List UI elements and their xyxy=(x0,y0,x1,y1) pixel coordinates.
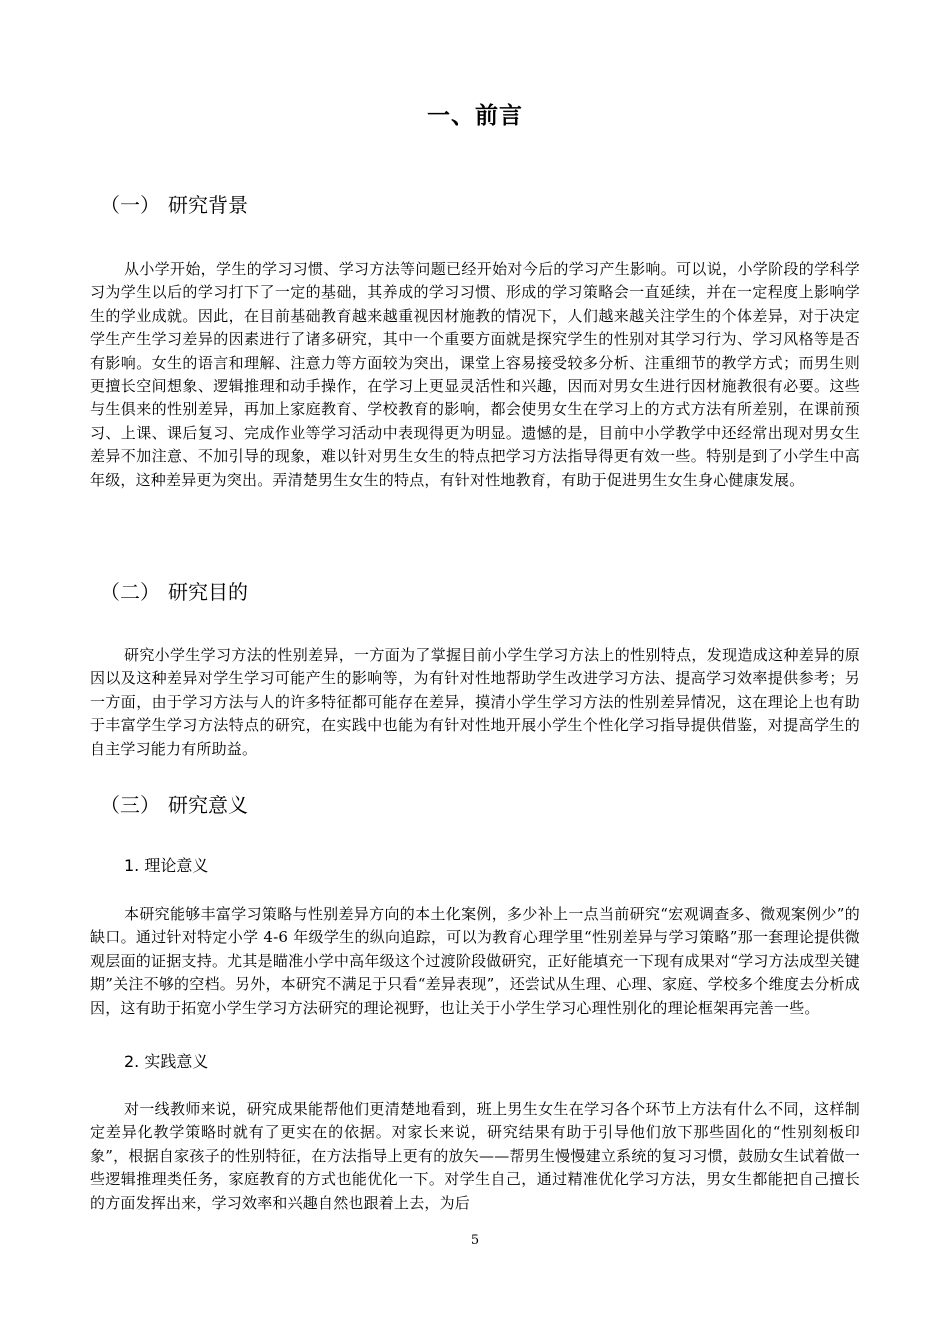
page-title: 一、前言 xyxy=(427,103,523,129)
section-heading-purpose xyxy=(100,578,248,606)
section-heading-significance xyxy=(100,791,248,819)
section-number: （二） xyxy=(100,580,160,604)
section-title: 研究背景 xyxy=(168,193,248,217)
section-number: （三） xyxy=(100,793,160,817)
section-title: 研究目的 xyxy=(168,580,248,604)
subsection-heading-practice: 2. 实践意义 xyxy=(124,1052,209,1071)
section-number: （一） xyxy=(100,193,160,217)
paragraph-background: 从小学开始，学生的学习习惯、学习方法等问题已经开始对今后的学习产生影响。可以说，小学阶段的学科学习为学生以后的学习打下了一定的基础，其养成的学习习惯、形成的学习策略会一直延续，并在一定程度上影响学生的学业成就。因此，在目前基础教育越来越重视因材施教的情况下，人们越来越关注学生的个体差异，对于决定学生产生学习差异的因素进行了诸多研究，其中一个重要方面就是探究学生的性别对其学习行为、学习风格等是否有影响。女生的语言和理解、注意力等方面较为突出，课堂上容易接受较多分析、注重细节的教学方式；而男生则更擅长空间想象、逻辑推理和动手操作，在学习上更显灵活性和兴趣，因而对男女生进行因材施教很有必要。这些与生俱来的性别差异，再加上家庭教育、学校教育的影响，都会使男女生在学习上的方式方法有所差别，在课前预习、上课、课后复习、完成作业等学习活动中表现得更为明显。遗憾的是，目前中小学教学中还经常出现对男女生差异不加注意、不加引导的现象，难以针对男生女生的特点把学习方法指导得更有效一些。特别是到了小学生中高年级，这种差异更为突出。弄清楚男生女生的特点，有针对性地教育，有助于促进男生女生身心健康发展。 xyxy=(90,260,860,489)
page-number: 5 xyxy=(470,1233,480,1248)
section-heading-background xyxy=(100,191,248,219)
subsection-heading-theory: 1. 理论意义 xyxy=(124,856,209,875)
paragraph-practice: 对一线教师来说，研究成果能帮他们更清楚地看到，班上男生女生在学习各个环节上方法有什么不同，这样制定差异化教学策略时就有了更实在的依据。对家长来说，研究结果有助于引导他们放下那些固化的“性别刻板印象”，根据自家孩子的性别特征，在方法指导上更有的放矢——帮男生慢慢建立系统的复习习惯，鼓励女生试着做一些逻辑推理类任务，家庭教育的方式也能优化一下。对学生自己，通过精准优化学习方法，男女生都能把自己擅长的方面发挥出来，学习效率和兴趣自然也跟着上去，为后 xyxy=(90,1100,860,1212)
paragraph-purpose: 研究小学生学习方法的性别差异，一方面为了掌握目前小学生学习方法上的性别特点，发现造成这种差异的原因以及这种差异对学生学习可能产生的影响等，为有针对性地帮助学生改进学习方法、提高学习效率提供参考；另一方面，由于学习方法与人的许多特征都可能存在差异，摸清小学生学习方法的性别差异情况，这在理论上也有助于丰富学生学习方法特点的研究，在实践中也能为有针对性地开展小学生个性化学习指导提供借鉴，对提高学生的自主学习能力有所助益。 xyxy=(90,646,860,758)
section-title: 研究意义 xyxy=(168,793,248,817)
paragraph-theory: 本研究能够丰富学习策略与性别差异方向的本土化案例，多少补上一点当前研究“宏观调查多、微观案例少”的缺口。通过针对特定小学 4-6 年级学生的纵向追踪，可以为教育心理学里“性别差异与学习策略”那一套理论提供微观层面的证据支持。尤其是瞄准小学中高年级这个过渡阶段做研究，正好能填充一下现有成果对“学习方法成型关键期”关注不够的空档。另外，本研究不满足于只看“差异表现”，还尝试从生理、心理、家庭、学校多个维度去分析成因，这有助于拓宽小学生学习方法研究的理论视野，也让关于小学生学习心理性别化的理论框架再完善一些。 xyxy=(90,905,860,1017)
